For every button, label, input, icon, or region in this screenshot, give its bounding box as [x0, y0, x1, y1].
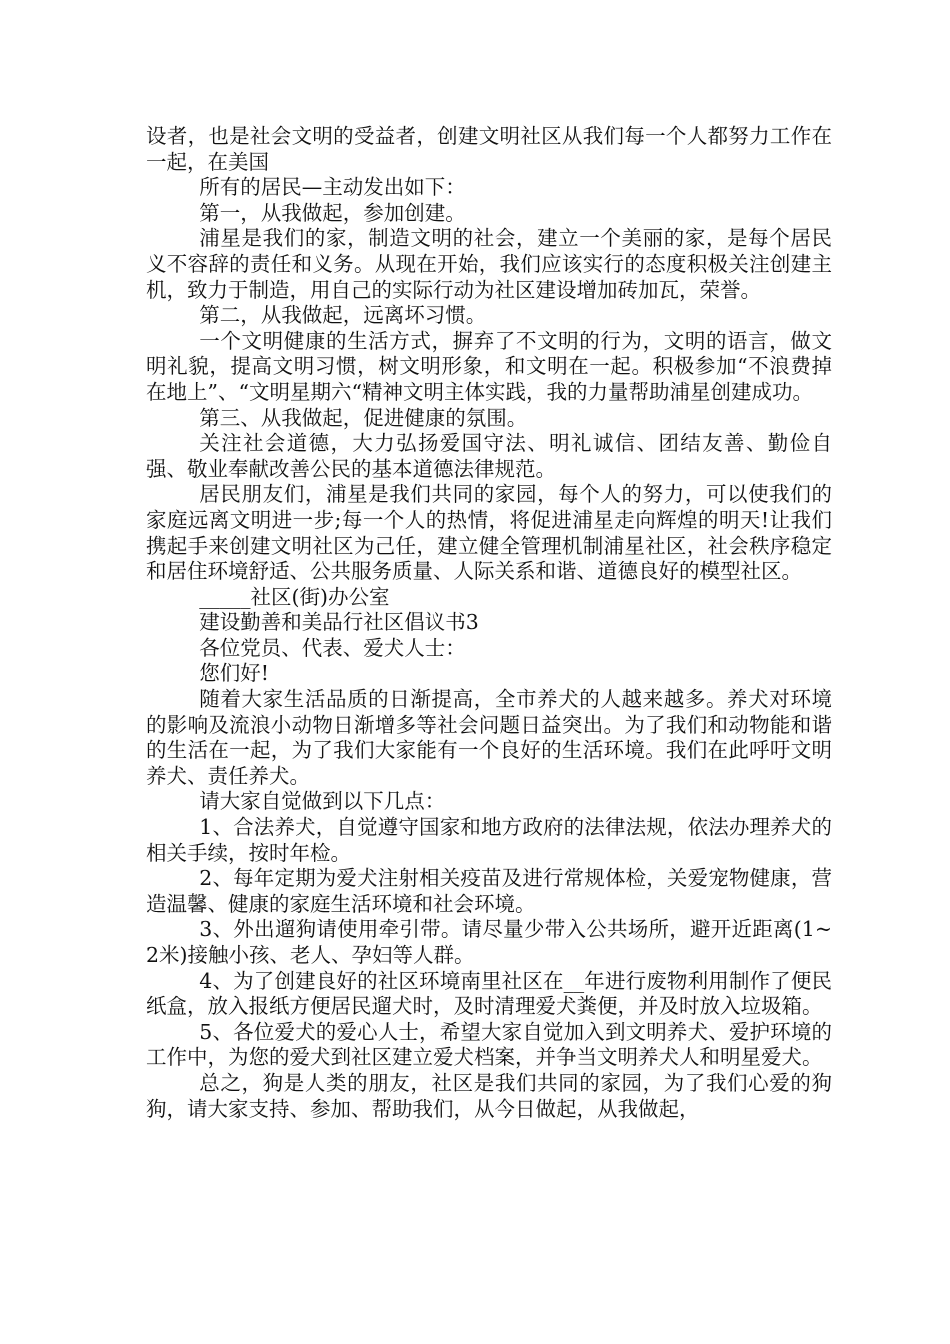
paragraph: 浦星是我们的家，制造文明的社会，建立一个美丽的家，是每个居民义不容辞的责任和义务。从现在开始，我们应该实行的态度积极关注创建主机，致力于制造，用自己的实际行动为社区建设增加砖加瓦，荣誉。 — [146, 226, 832, 302]
document-title: 建设勤善和美品行社区倡议书3 — [199, 610, 479, 635]
paragraph: 关注社会道德，大力弘扬爱国守法、明礼诚信、团结友善、勤俭自强、敬业奉献改善公民的基本道德法律规范。 — [146, 431, 832, 481]
salutation: 各位党员、代表、爱犬人士： — [199, 635, 466, 660]
paragraph: 所有的居民—主动发出如下： — [199, 175, 466, 200]
list-item: 5、各位爱犬的爱心人士，希望大家自觉加入到文明养犬、爱护环境的工作中，为您的爱犬到社区建立爱犬档案，并争当文明养犬人和明星爱犬。 — [146, 1019, 832, 1070]
list-item: 2、每年定期为爱犬注射相关疫苗及进行常规体检，关爱宠物健康，营造温馨、健康的家庭生活环境和社会环境。 — [146, 866, 832, 916]
section-heading: 第二，从我做起，远离坏习惯。 — [199, 303, 487, 328]
signature-line: _____社区(街)办公室 — [199, 584, 390, 609]
greeting: 您们好! — [199, 661, 270, 686]
paragraph: 请大家自觉做到以下几点： — [199, 789, 446, 814]
paragraph: 一个文明健康的生活方式，摒弃了不文明的行为，文明的语言，做文明礼貌，提高文明习惯，树文明形象，和文明在一起。积极参加“不浪费掉在地上”、“文明星期六“精神文明主体实践，我的力量帮助浦星创建成功。 — [146, 328, 832, 404]
list-item: 3、外出遛狗请使用牵引带。请尽量少带入公共场所，避开近距离(1~2米)接触小孩、老人、孕妇等人群。 — [146, 917, 832, 967]
list-item: 4、为了创建良好的社区环境南里社区在__年进行废物利用制作了便民纸盒，放入报纸方便居民遛犬时，及时清理爱犬粪便，并及时放入垃圾箱。 — [146, 968, 832, 1019]
section-heading: 第三、从我做起，促进健康的氛围。 — [199, 405, 528, 430]
section-heading: 第一，从我做起，参加创建。 — [199, 200, 466, 225]
paragraph: 随着大家生活品质的日渐提高，全市养犬的人越来越多。养犬对环境的影响及流浪小动物日渐增多等社会问题日益突出。为了我们和动物能和谐的生活在一起，为了我们大家能有一个良好的生活环境。我们在此呼吁文明养犬、责任养犬。 — [146, 687, 832, 788]
paragraph: 设者，也是社会文明的受益者，创建文明社区从我们每一个人都努力工作在一起，在美国 — [146, 124, 832, 174]
list-item: 1、合法养犬，自觉遵守国家和地方政府的法律法规，依法办理养犬的相关手续，按时年检。 — [146, 815, 832, 865]
document-page — [146, 124, 832, 1122]
paragraph: 总之，狗是人类的朋友，社区是我们共同的家园，为了我们心爱的狗狗，请大家支持、参加、帮助我们，从今日做起，从我做起， — [146, 1070, 832, 1121]
paragraph: 居民朋友们，浦星是我们共同的家园，每个人的努力，可以使我们的家庭远离文明进一步;每一个人的热情，将促进浦星走向辉煌的明天!让我们携起手来创建文明社区为己任，建立健全管理机制浦星社区，社会秩序稳定和居住环境舒适、公共服务质量、人际关系和谐、道德良好的模型社区。 — [146, 482, 832, 584]
